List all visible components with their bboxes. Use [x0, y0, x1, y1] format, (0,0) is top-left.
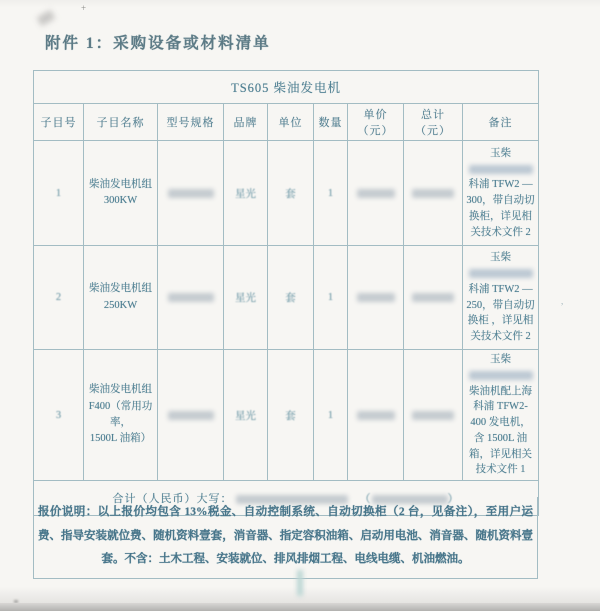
item-name	[84, 141, 158, 246]
col-header-0: 子目号	[34, 104, 84, 141]
scan-artifact-mark: +	[81, 3, 87, 13]
item-name-line: 柴油发电机组	[89, 178, 152, 190]
item-unit: 套	[268, 350, 314, 481]
col-header-6: 单价（元）	[348, 104, 404, 141]
notes-text: 以上报价均包含 13%税金、自动控制系统、自动切换柜（2 台，见备注），至用户运费、指导安装就位费、随机资料壹套，消音器、指定容积油箱、启动用电池、消音器、随机资料壹套。不含：土木工程、安装就位、排风排烟工程、电线电缆、机油燃油。	[38, 506, 534, 566]
item-name	[84, 350, 158, 481]
item-model	[158, 350, 224, 481]
remark-model-redacted	[469, 371, 533, 380]
scan-edge-shadow	[0, 603, 600, 611]
item-row	[34, 246, 539, 350]
item-no: 3	[34, 350, 84, 481]
item-no: 1	[34, 141, 84, 246]
item-name-line: 300KW	[103, 195, 138, 206]
item-total	[404, 350, 463, 481]
remark-brand: 玉柴	[490, 354, 512, 365]
item-remark	[463, 350, 539, 481]
item-qty: 1	[314, 246, 348, 350]
remark-brand: 玉柴	[490, 252, 512, 264]
item-brand: 星光	[224, 141, 268, 246]
paren-open: （	[359, 493, 372, 505]
col-header-7: 总计（元）	[404, 104, 463, 141]
item-row	[34, 141, 539, 246]
notes-label: 报价说明：	[38, 506, 98, 518]
item-remark	[463, 141, 539, 246]
col-header-2: 型号规格	[158, 104, 224, 141]
item-row	[34, 350, 539, 481]
item-total	[404, 246, 463, 350]
item-name-line: 柴油发电机组	[89, 283, 152, 295]
item-remark	[463, 246, 539, 350]
remark-text: 柴油机配上海科浦 TFW2-400 发电机，含 1500L 油箱，详见相关技术文件 1	[469, 385, 533, 476]
col-header-5: 数量	[314, 104, 348, 141]
scan-artifact-ink-bleed	[297, 570, 303, 596]
item-qty: 1	[314, 141, 348, 246]
model-redacted	[168, 189, 214, 198]
model-redacted	[168, 411, 214, 420]
item-unit-price	[348, 141, 404, 246]
remark-brand: 玉柴	[490, 147, 512, 159]
item-model	[158, 141, 224, 246]
item-unit: 套	[268, 141, 314, 246]
scan-artifact-smudge	[37, 10, 56, 27]
item-name-line: F400（常用功率，	[88, 400, 153, 428]
table-header-row	[34, 104, 539, 141]
paren-close: ）	[447, 493, 460, 505]
item-brand: 星光	[224, 246, 268, 350]
unit-price-redacted	[357, 411, 395, 420]
item-name-line: 柴油发电机组	[89, 384, 152, 396]
remark-model-redacted	[469, 165, 533, 174]
scan-artifact-comma: ,	[561, 296, 564, 306]
item-no: 2	[34, 246, 84, 350]
table-title: TS605 柴油发电机	[34, 71, 539, 104]
item-unit: 套	[268, 246, 314, 350]
remark-text: 科浦 TFW2 — 300，带自动切换柜，详见相关技术文件 2	[466, 179, 535, 238]
item-brand: 星光	[224, 350, 268, 481]
item-unit-price	[348, 246, 404, 350]
item-name-line: 250KW	[103, 299, 138, 311]
item-name	[84, 246, 158, 350]
remark-model-redacted	[469, 269, 533, 278]
col-header-3: 品牌	[224, 104, 268, 141]
item-total	[404, 141, 463, 246]
quotation-notes	[33, 497, 538, 579]
total-redacted	[412, 411, 454, 420]
total-redacted	[412, 293, 454, 302]
col-header-4: 单位	[268, 104, 314, 141]
total-redacted	[412, 189, 454, 198]
procurement-table	[33, 70, 539, 516]
item-model	[158, 246, 224, 350]
model-redacted	[168, 293, 214, 302]
table-title-row	[34, 71, 539, 104]
col-header-1: 子目名称	[84, 104, 158, 141]
total-label: 合计（人民币）大写：	[112, 493, 233, 505]
col-header-8: 备注	[463, 104, 539, 141]
item-name-line: 1500L 油箱）	[89, 433, 152, 445]
page-title: 附件 1：采购设备或材料清单	[45, 35, 271, 52]
unit-price-redacted	[357, 189, 395, 198]
item-qty: 1	[314, 350, 348, 481]
remark-text: 科浦 TFW2 — 250，带自动切换柜 ，详见相关技术文件 2	[466, 283, 535, 342]
unit-price-redacted	[357, 293, 395, 302]
item-unit-price	[348, 350, 404, 481]
